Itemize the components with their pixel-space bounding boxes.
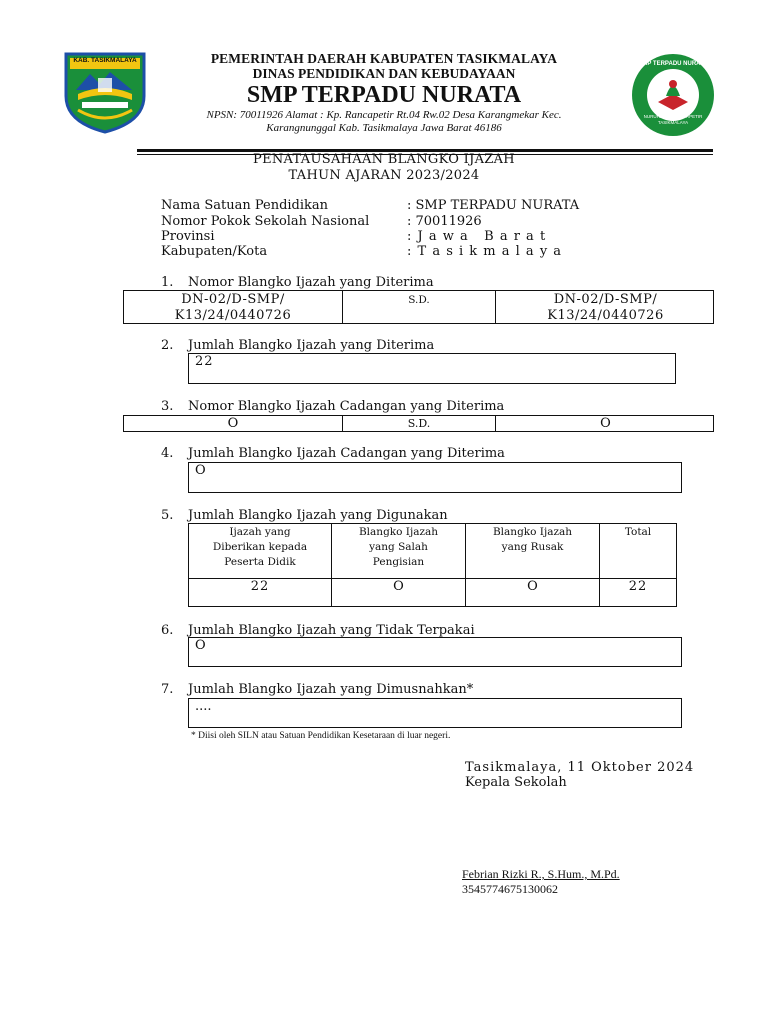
section-5-col-given: [189, 524, 332, 606]
section-1-from: [124, 291, 343, 323]
section-5-col-wrong-value: O: [393, 579, 404, 594]
identity-value-npsn: : 70011926: [407, 214, 482, 229]
section-5-table: [188, 523, 677, 607]
identity-value-school: : SMP TERPADU NURATA: [407, 198, 580, 213]
section-4-value: O: [195, 463, 206, 478]
identity-label-province: Provinsi: [161, 229, 215, 244]
signature-role: Kepala Sekolah: [465, 775, 567, 790]
letterhead-address-2: Karangnunggal Kab. Tasikmalaya Jawa Barat 46186: [266, 122, 502, 134]
section-4-box: [188, 462, 682, 493]
section-5-col-wrong-h3: Pengisian: [372, 556, 425, 568]
section-7-box: [188, 698, 682, 728]
section-6-box: [188, 637, 682, 667]
letterhead-government: PEMERINTAH DAERAH KABUPATEN TASIKMALAYA: [210, 51, 558, 66]
section-5-col-wrong-h2: yang Salah: [369, 541, 428, 553]
section-5-col-wrong-header: [332, 524, 465, 570]
section-1-to: [496, 291, 715, 323]
section-3-number: 3.: [161, 399, 174, 414]
section-5-col-damaged-h2: yang Rusak: [501, 541, 564, 553]
section-3-to: O: [600, 416, 611, 431]
section-1-to-line-2: K13/24/0440726: [547, 308, 664, 323]
identity-label-regency: Kabupaten/Kota: [161, 244, 268, 259]
section-3-sd: S.D.: [343, 416, 496, 431]
section-1-from-line-2: K13/24/0440726: [174, 308, 292, 323]
regency-logo-text: KAB. TASIKMALAYA: [73, 57, 137, 64]
section-5-col-wrong-h1: Blangko Ijazah: [358, 526, 439, 538]
document-title: PENATAUSAHAAN BLANGKO IJAZAH: [253, 152, 515, 167]
identity-value-regency: : T a s i k m a l a y a: [407, 244, 563, 259]
section-3-from: O: [124, 416, 343, 431]
section-5-col-damaged-h1: Blangko Ijazah: [492, 526, 573, 538]
section-5-col-damaged-header: [466, 524, 599, 555]
section-2-box: [188, 353, 676, 384]
section-1-to-line-1: DN-02/D-SMP/: [553, 292, 658, 307]
section-5-label: Jumlah Blangko Ijazah yang Digunakan: [188, 508, 448, 523]
letterhead-school-name: SMP TERPADU NURATA: [246, 82, 522, 108]
section-5-col-damaged-value: O: [527, 579, 538, 594]
section-2-number: 2.: [161, 338, 174, 353]
section-5-col-given-header: [189, 524, 331, 570]
footnote: * Diisi oleh SILN atau Satuan Pendidikan Kesetaraan di luar negeri.: [191, 731, 451, 741]
identity-label-school: Nama Satuan Pendidikan: [161, 198, 329, 213]
section-2-label: Jumlah Blangko Ijazah yang Diterima: [188, 338, 435, 353]
section-5-number: 5.: [161, 508, 174, 523]
section-4-label: Jumlah Blangko Ijazah Cadangan yang Diterima: [188, 446, 505, 461]
school-logo-top-text: SMP TERPADU NURATA: [638, 61, 708, 67]
document-year: TAHUN AJARAN 2023/2024: [288, 168, 480, 183]
section-7-value: ....: [195, 699, 212, 714]
section-5-col-given-h3: Peserta Didik: [224, 556, 296, 568]
section-1-table: [123, 290, 714, 324]
school-logo-bottom-text-2: TASIKMALAYA: [657, 120, 689, 125]
section-7-label: Jumlah Blangko Ijazah yang Dimusnahkan*: [188, 682, 474, 697]
section-2-value: 22: [195, 354, 214, 369]
section-5-col-total: [600, 524, 676, 606]
section-4-number: 4.: [161, 446, 174, 461]
identity-value-province: : J a w a B a r a t: [407, 229, 547, 244]
section-5-col-given-h1: Ijazah yang: [229, 526, 291, 538]
section-5-col-given-value: 22: [250, 579, 270, 594]
school-logo-bottom-text: NURUHANDA RANCAPETIR: [643, 114, 703, 119]
section-3-label: Nomor Blangko Ijazah Cadangan yang Diterima: [188, 399, 505, 414]
signature-place-date: Tasikmalaya, 11 Oktober 2024: [465, 760, 695, 775]
section-5-col-total-header: Total: [624, 526, 652, 538]
section-5-col-given-h2: Diberikan kepada: [212, 541, 308, 553]
section-5-col-wrong: [332, 524, 466, 606]
section-1-label: Nomor Blangko Ijazah yang Diterima: [188, 275, 434, 290]
identity-label-npsn: Nomor Pokok Sekolah Nasional: [161, 214, 370, 229]
letterhead-department: DINAS PENDIDIKAN DAN KEBUDAYAAN: [252, 66, 516, 81]
section-1-from-line-1: DN-02/D-SMP/: [181, 292, 285, 307]
letterhead-address-1: NPSN: 70011926 Alamat : Kp. Rancapetir Rt.04 Rw.02 Desa Karangmekar Kec.: [206, 109, 562, 121]
section-5-col-total-value: 22: [628, 579, 648, 594]
section-6-number: 6.: [161, 623, 174, 638]
section-1-number: 1.: [161, 275, 174, 290]
signature-name: Febrian Rizki R., S.Hum., M.Pd.: [462, 867, 620, 881]
signature-id: 3545774675130062: [462, 882, 558, 896]
section-7-number: 7.: [161, 682, 174, 697]
section-1-sd: S.D.: [343, 291, 496, 323]
section-6-value: O: [195, 638, 206, 653]
section-6-label: Jumlah Blangko Ijazah yang Tidak Terpakai: [188, 623, 475, 638]
section-5-col-damaged: [466, 524, 600, 606]
section-3-table: [123, 415, 714, 432]
